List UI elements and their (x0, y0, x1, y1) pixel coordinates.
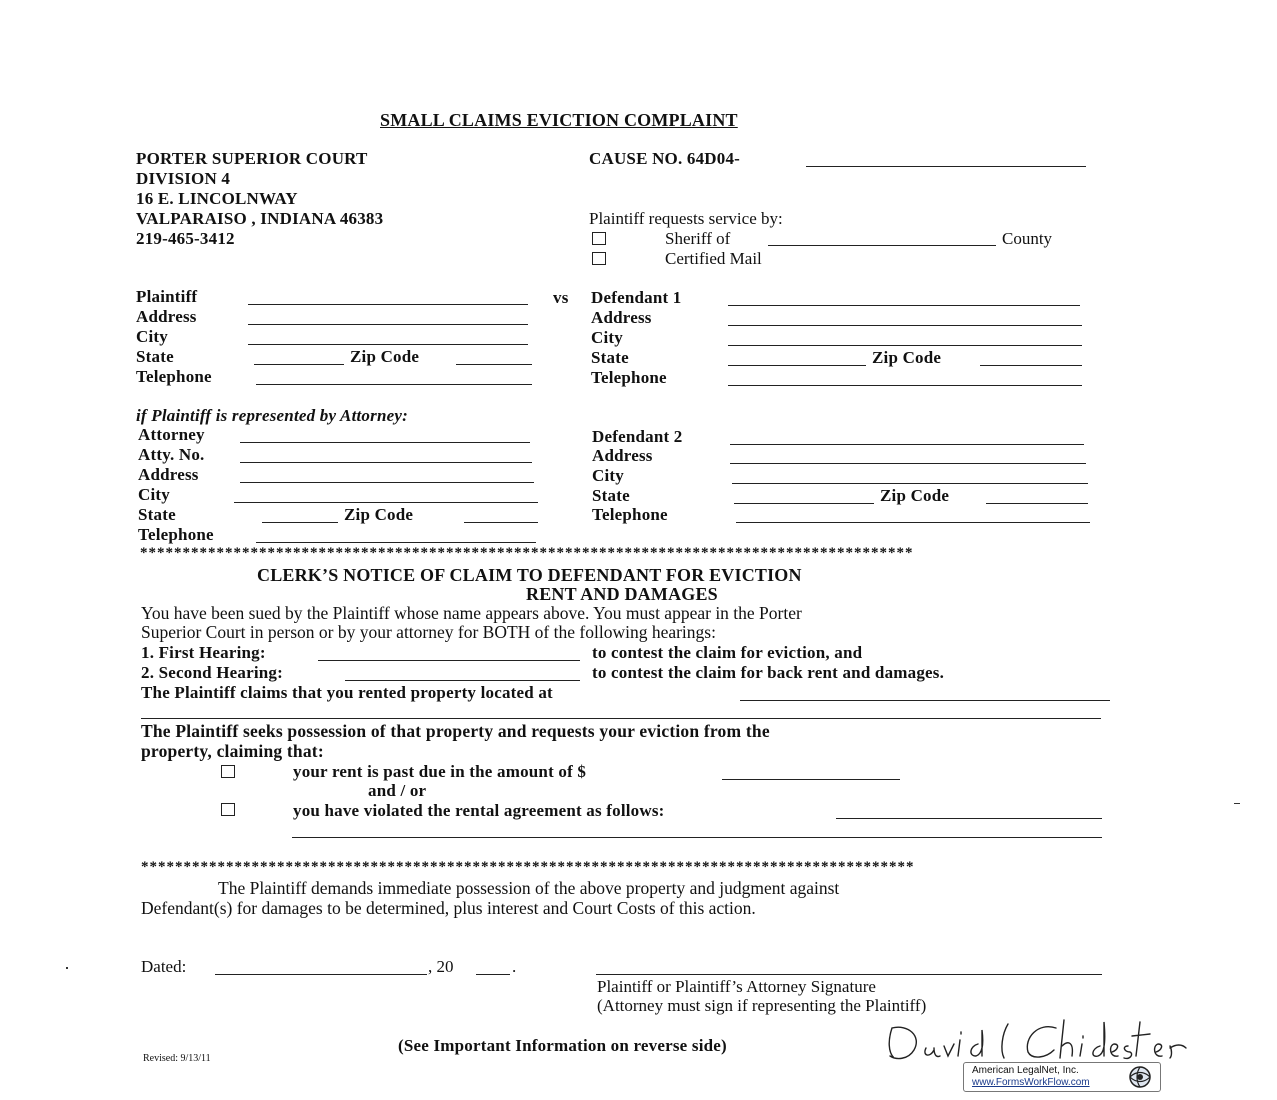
date-field[interactable] (215, 974, 427, 975)
demand-line1: The Plaintiff demands immediate possession of the above property and judgment against (218, 878, 840, 898)
cause-number-field[interactable] (806, 166, 1086, 167)
handwritten-signature (878, 1010, 1190, 1066)
defendant2-zip-label: Zip Code (880, 486, 950, 505)
first-hearing-purpose: to contest the claim for eviction, and (592, 643, 863, 662)
plaintiff-telephone-field[interactable] (256, 384, 532, 385)
first-hearing-label: 1. First Hearing: (141, 643, 266, 662)
signature-line[interactable] (596, 974, 1102, 975)
notice-heading: CLERK’S NOTICE OF CLAIM TO DEFENDANT FOR EVICTION (257, 565, 802, 585)
second-hearing-label: 2. Second Hearing: (141, 663, 283, 682)
dated-label: Dated: (141, 957, 187, 976)
attorney-city-field[interactable] (234, 502, 538, 503)
court-division: DIVISION 4 (136, 169, 231, 188)
possession-line2: property, claiming that: (141, 741, 324, 761)
possession-line1: The Plaintiff seeks possession of that property and requests your eviction from the (141, 721, 770, 741)
scan-speck (66, 967, 68, 969)
rent-due-amount-field[interactable] (722, 779, 900, 780)
defendant1-zip-label: Zip Code (872, 348, 942, 367)
asterisk-divider-top: ******************************************************************************************* (140, 546, 914, 561)
attorney-state-label: State (138, 505, 176, 524)
defendant2-address-label: Address (592, 446, 653, 465)
attorney-state-field[interactable] (262, 522, 338, 523)
attorney-telephone-field[interactable] (256, 542, 536, 543)
defendant2-address-field[interactable] (730, 463, 1086, 464)
sheriff-checkbox[interactable] (592, 232, 606, 245)
year-field[interactable] (476, 974, 510, 975)
attorney-zip-field[interactable] (464, 522, 538, 523)
defendant1-city-field[interactable] (728, 345, 1082, 346)
defendant1-state-label: State (591, 348, 629, 367)
service-heading: Plaintiff requests service by: (589, 209, 783, 228)
plaintiff-city-field[interactable] (248, 344, 528, 345)
defendant1-city-label: City (591, 328, 623, 347)
defendant2-label: Defendant 2 (592, 427, 683, 446)
court-name: PORTER SUPERIOR COURT (136, 149, 368, 168)
company-name: American LegalNet, Inc. (972, 1065, 1079, 1076)
sheriff-county-field[interactable] (768, 245, 996, 246)
certified-mail-label: Certified Mail (665, 249, 762, 268)
attorney-address-field[interactable] (240, 482, 534, 483)
plaintiff-zip-field[interactable] (456, 364, 532, 365)
attorney-number-label: Atty. No. (138, 445, 205, 464)
defendant2-name-field[interactable] (730, 444, 1084, 445)
attorney-city-label: City (138, 485, 170, 504)
notice-subheading: RENT AND DAMAGES (526, 584, 718, 604)
plaintiff-city-label: City (136, 327, 168, 346)
attorney-number-field[interactable] (240, 462, 532, 463)
defendant2-telephone-label: Telephone (592, 505, 668, 524)
cause-number-label: CAUSE NO. 64D04- (589, 149, 741, 168)
defendant1-address-field[interactable] (728, 325, 1082, 326)
attorney-heading: if Plaintiff is represented by Attorney: (136, 406, 408, 425)
company-url[interactable]: www.FormsWorkFlow.com (972, 1077, 1090, 1088)
rent-due-checkbox[interactable] (221, 765, 235, 778)
court-city-state: VALPARAISO , INDIANA 46383 (136, 209, 384, 228)
plaintiff-address-label: Address (136, 307, 197, 326)
demand-line2: Defendant(s) for damages to be determined, plus interest and Court Costs of this action. (141, 898, 756, 918)
defendant1-label: Defendant 1 (591, 288, 682, 307)
sheriff-label: Sheriff of (665, 229, 731, 248)
attorney-name-field[interactable] (240, 442, 530, 443)
notice-paragraph-line2: Superior Court in person or by your attorney for BOTH of the following hearings: (141, 622, 716, 642)
company-badge (963, 1062, 1161, 1092)
plaintiff-name-field[interactable] (248, 304, 528, 305)
agreement-violated-label: you have violated the rental agreement as follows: (293, 801, 665, 820)
revision-date: Revised: 9/13/11 (143, 1053, 211, 1064)
plaintiff-zip-label: Zip Code (350, 347, 420, 366)
defendant2-city-label: City (592, 466, 624, 485)
attorney-zip-label: Zip Code (344, 505, 414, 524)
defendant2-state-label: State (592, 486, 630, 505)
see-reverse-note: (See Important Information on reverse side) (398, 1036, 727, 1055)
certified-mail-checkbox[interactable] (592, 252, 606, 265)
globe-icon (1124, 1065, 1156, 1089)
rent-due-label: your rent is past due in the amount of $ (293, 762, 587, 781)
versus-label: vs (553, 288, 569, 307)
defendant2-city-field[interactable] (732, 483, 1088, 484)
attorney-telephone-label: Telephone (138, 525, 214, 544)
plaintiff-state-label: State (136, 347, 174, 366)
property-address-field[interactable] (740, 700, 1110, 701)
attorney-address-label: Address (138, 465, 199, 484)
year-period: . (512, 957, 517, 976)
signature-label: Plaintiff or Plaintiff’s Attorney Signature (597, 977, 876, 996)
agreement-violated-checkbox[interactable] (221, 803, 235, 816)
defendant1-telephone-label: Telephone (591, 368, 667, 387)
plaintiff-address-field[interactable] (248, 324, 528, 325)
year-prefix: , 20 (428, 957, 454, 976)
property-address-field-line2[interactable] (141, 718, 1101, 719)
scan-speck (1234, 803, 1240, 804)
defendant1-address-label: Address (591, 308, 652, 327)
and-or-label: and / or (368, 781, 427, 800)
second-hearing-purpose: to contest the claim for back rent and damages. (592, 663, 945, 682)
violation-details-field-line2[interactable] (292, 837, 1102, 838)
county-label: County (1002, 229, 1053, 248)
defendant2-state-field[interactable] (734, 503, 874, 504)
first-hearing-field[interactable] (318, 660, 580, 661)
court-phone: 219-465-3412 (136, 229, 235, 248)
defendant1-state-field[interactable] (728, 365, 866, 366)
court-street: 16 E. LINCOLNWAY (136, 189, 298, 208)
asterisk-divider-bottom: ******************************************************************************************* (141, 860, 915, 875)
notice-paragraph-line1: You have been sued by the Plaintiff whose name appears above. You must appear in the Porter (141, 603, 802, 623)
defendant1-zip-field[interactable] (980, 365, 1082, 366)
property-claim-label: The Plaintiff claims that you rented property located at (141, 683, 553, 702)
defendant1-name-field[interactable] (728, 305, 1080, 306)
defendant1-telephone-field[interactable] (728, 385, 1082, 386)
second-hearing-field[interactable] (345, 680, 580, 681)
attorney-label: Attorney (138, 425, 205, 444)
defendant2-telephone-field[interactable] (736, 522, 1090, 523)
form-title: SMALL CLAIMS EVICTION COMPLAINT (380, 110, 738, 130)
defendant2-zip-field[interactable] (986, 503, 1088, 504)
plaintiff-state-field[interactable] (254, 364, 344, 365)
violation-details-field[interactable] (836, 818, 1102, 819)
signature-note: (Attorney must sign if representing the Plaintiff) (597, 996, 927, 1015)
plaintiff-telephone-label: Telephone (136, 367, 212, 386)
plaintiff-label: Plaintiff (136, 287, 198, 306)
